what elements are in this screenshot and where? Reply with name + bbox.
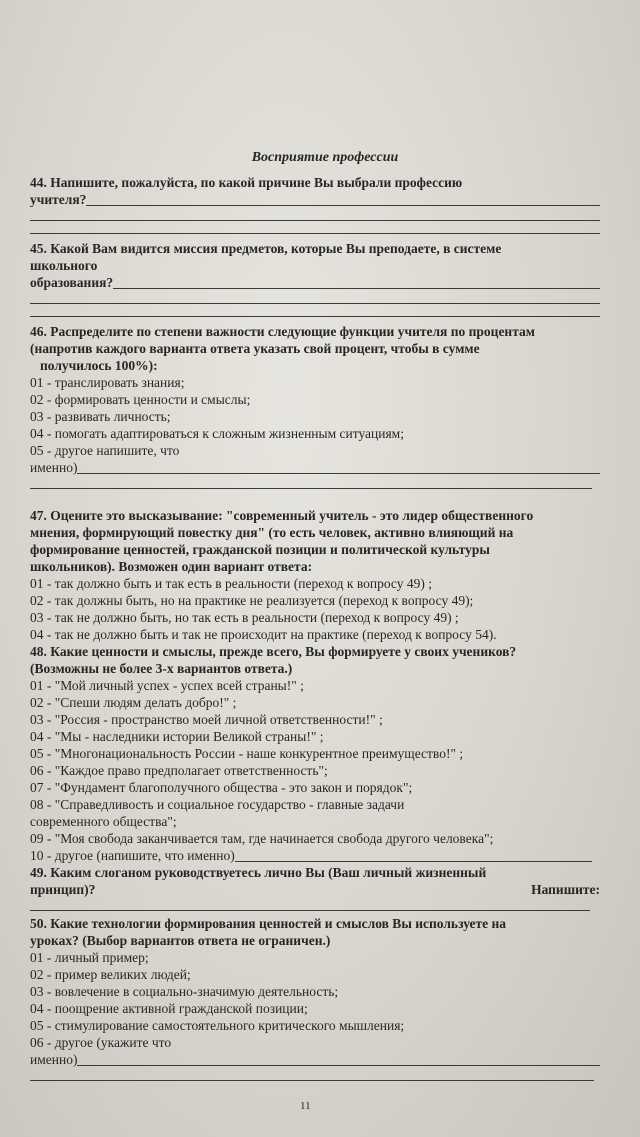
q47-text-line2: мнения, формирующий повестку дня" (то есть человек, активно влияющий на bbox=[30, 525, 514, 540]
q45-text-line3 bbox=[30, 274, 600, 291]
q48-option-03[interactable]: 03 - "Россия - пространство моей личной ответственности!" ; bbox=[30, 712, 383, 727]
q50-option-05[interactable]: 05 - стимулирование самостоятельного критического мышления; bbox=[30, 1018, 405, 1033]
page-number: 11 bbox=[300, 1100, 311, 1112]
questionnaire-body bbox=[30, 150, 600, 1081]
q49-label: принцип)? bbox=[30, 882, 96, 897]
q49-answer-line[interactable] bbox=[30, 898, 590, 911]
q45-answer-line-2[interactable] bbox=[30, 291, 600, 304]
q46-text-line2: (напротив каждого варианта ответа указать свой процент, чтобы в сумме bbox=[30, 341, 480, 356]
q48-text-line1: 48. Какие ценности и смыслы, прежде всего, Вы формируете у своих учеников? bbox=[30, 644, 517, 659]
q47-option-01[interactable]: 01 - так должно быть и так есть в реальности (переход к вопросу 49) ; bbox=[30, 576, 432, 591]
q47-text-line4: школьников). Возможен один вариант ответа: bbox=[30, 559, 313, 574]
q48-option-10-label: 10 - другое (напишите, что именно) bbox=[30, 848, 235, 863]
q50-option-04[interactable]: 04 - поощрение активной гражданской позиции; bbox=[30, 1001, 308, 1016]
question-48 bbox=[30, 643, 600, 864]
q48-other-answer-line[interactable] bbox=[235, 847, 592, 862]
section-title: Восприятие профессии bbox=[251, 150, 399, 165]
q49-text-line2 bbox=[30, 881, 600, 898]
q44-answer-line-2[interactable] bbox=[30, 208, 600, 221]
q46-text-line3: получилось 100%): bbox=[40, 358, 158, 373]
q48-option-04[interactable]: 04 - "Мы - наследники истории Великой страны!" ; bbox=[30, 729, 324, 744]
q46-text-line1: 46. Распределите по степени важности следующие функции учителя по процентам bbox=[30, 324, 535, 339]
q48-option-05[interactable]: 05 - "Многонациональность России - наше конкурентное преимущество!" ; bbox=[30, 746, 464, 761]
q48-option-06[interactable]: 06 - "Каждое право предполагает ответственность"; bbox=[30, 763, 328, 778]
q44-text-line2 bbox=[30, 191, 600, 208]
q48-option-08[interactable]: 08 - "Справедливость и социальное государство - главные задачи bbox=[30, 797, 405, 812]
q50-text-line2: уроках? (Выбор вариантов ответа не ограничен.) bbox=[30, 933, 331, 948]
q46-other-label: именно) bbox=[30, 460, 78, 475]
q46-option-04[interactable]: 04 - помогать адаптироваться к сложным жизненным ситуациям; bbox=[30, 426, 404, 441]
q48-option-10[interactable] bbox=[30, 847, 600, 864]
q50-option-06[interactable]: 06 - другое (укажите что bbox=[30, 1035, 172, 1050]
question-44 bbox=[30, 174, 600, 234]
q47-option-04[interactable]: 04 - так не должно быть и так не происходит на практике (переход к вопросу 54). bbox=[30, 627, 497, 642]
q47-option-02[interactable]: 02 - так должны быть, но на практике не реализуется (переход к вопросу 49); bbox=[30, 593, 474, 608]
q46-option-02[interactable]: 02 - формировать ценности и смыслы; bbox=[30, 392, 251, 407]
q46-other-row bbox=[30, 459, 600, 476]
q49-write-label: Напишите: bbox=[531, 882, 600, 897]
q48-text-line2: (Возможны не более 3-х вариантов ответа.) bbox=[30, 661, 293, 676]
q50-option-01[interactable]: 01 - личный пример; bbox=[30, 950, 149, 965]
q50-other-label: именно) bbox=[30, 1052, 78, 1067]
question-45 bbox=[30, 240, 600, 317]
question-49 bbox=[30, 864, 600, 911]
q50-text-line1: 50. Какие технологии формирования ценностей и смыслов Вы используете на bbox=[30, 916, 507, 931]
q46-answer-line-2[interactable] bbox=[30, 476, 592, 489]
q46-other-answer-line[interactable] bbox=[77, 459, 600, 474]
q46-option-05[interactable]: 05 - другое напишите, что bbox=[30, 443, 180, 458]
q44-answer-line-3[interactable] bbox=[30, 221, 600, 234]
q48-option-02[interactable]: 02 - "Спеши людям делать добро!" ; bbox=[30, 695, 237, 710]
q47-text-line1: 47. Оцените это высказывание: "современный учитель - это лидер общественного bbox=[30, 508, 534, 523]
q45-label: образования? bbox=[30, 275, 114, 290]
q46-option-01[interactable]: 01 - транслировать знания; bbox=[30, 375, 185, 390]
q45-answer-line-3[interactable] bbox=[30, 304, 600, 317]
q45-answer-line-1[interactable] bbox=[113, 274, 600, 289]
question-46 bbox=[30, 323, 600, 489]
question-47 bbox=[30, 507, 600, 643]
q44-answer-line-1[interactable] bbox=[86, 191, 600, 206]
q44-label: учителя? bbox=[30, 192, 87, 207]
q49-text-line1: 49. Каким слоганом руководствуетесь лично Вы (Ваш личный жизненный bbox=[30, 865, 487, 880]
q50-other-answer-line[interactable] bbox=[77, 1051, 600, 1066]
q50-option-02[interactable]: 02 - пример великих людей; bbox=[30, 967, 191, 982]
q50-other-row bbox=[30, 1051, 600, 1068]
q46-option-03[interactable]: 03 - развивать личность; bbox=[30, 409, 171, 424]
q50-option-03[interactable]: 03 - вовлечение в социально-значимую деятельность; bbox=[30, 984, 339, 999]
q48-option-08-cont: современного общества"; bbox=[30, 814, 177, 829]
q47-text-line3: формирование ценностей, гражданской позиции и политической культуры bbox=[30, 542, 490, 557]
q48-option-01[interactable]: 01 - "Мой личный успех - успех всей страны!" ; bbox=[30, 678, 304, 693]
q48-option-07[interactable]: 07 - "Фундамент благополучного общества - это закон и порядок"; bbox=[30, 780, 413, 795]
question-50 bbox=[30, 915, 600, 1081]
q45-text-line1: 45. Какой Вам видится миссия предметов, которые Вы преподаете, в системе bbox=[30, 241, 502, 256]
q45-text-line2: школьного bbox=[30, 258, 98, 273]
q47-option-03[interactable]: 03 - так не должно быть, но так есть в реальности (переход к вопросу 49) ; bbox=[30, 610, 459, 625]
q44-text-line1: 44. Напишите, пожалуйста, по какой причине Вы выбрали профессию bbox=[30, 175, 463, 190]
q50-answer-line-2[interactable] bbox=[30, 1068, 594, 1081]
q48-option-09[interactable]: 09 - "Моя свобода заканчивается там, где начинается свобода другого человека"; bbox=[30, 831, 494, 846]
